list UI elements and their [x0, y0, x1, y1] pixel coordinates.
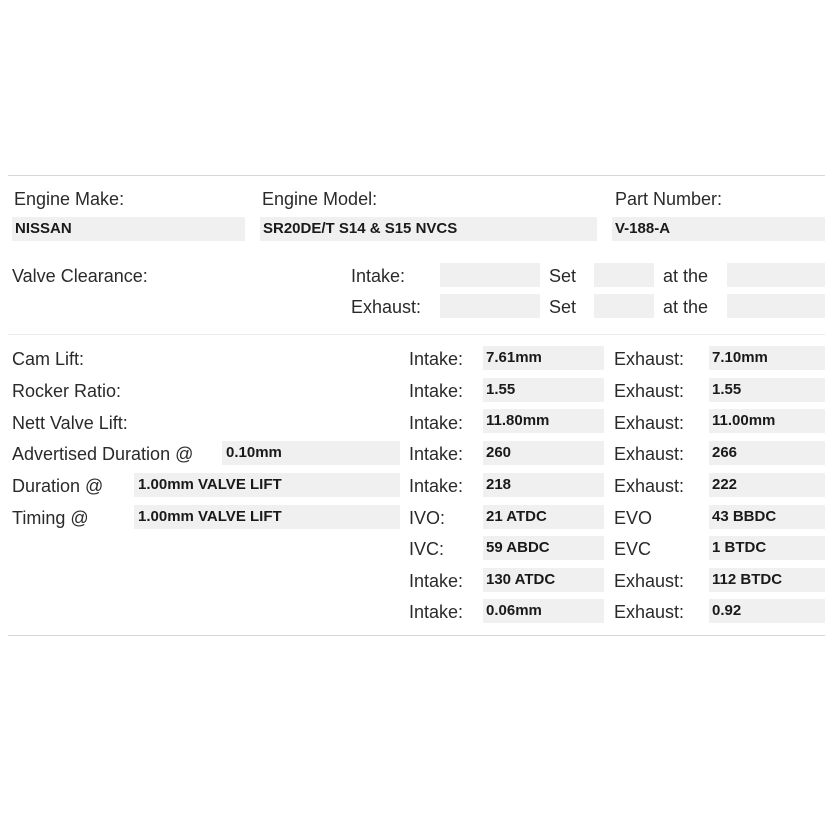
advertised-duration-exhaust-value: 266 [712, 444, 738, 461]
bottom-rule [8, 635, 825, 636]
vc-intake-label: Intake: [351, 266, 406, 286]
lobe-centre-exhaust-value: 112 BTDC [712, 571, 783, 588]
nett-valve-lift-intake-label: Intake: [409, 413, 464, 433]
vc-exhaust-field [440, 294, 540, 318]
cam-lift-exhaust-label: Exhaust: [614, 349, 685, 369]
tdc-lift-exhaust-label: Exhaust: [614, 602, 685, 622]
vc-intake-at-the-label: at the [663, 266, 709, 286]
part-number-value: V-188-A [615, 220, 671, 237]
tdc-lift-intake-value: 0.06mm [486, 602, 542, 619]
advertised-duration-intake-value: 260 [486, 444, 512, 461]
ivo-label: IVO: [409, 508, 446, 528]
engine-make-label: Engine Make: [14, 189, 125, 209]
ivo-value: 21 ATDC [486, 508, 547, 525]
rocker-ratio-exhaust-value: 1.55 [712, 381, 742, 398]
advertised-duration-intake-label: Intake: [409, 444, 464, 464]
duration-exhaust-label: Exhaust: [614, 476, 685, 496]
valve-clearance-label: Valve Clearance: [12, 266, 148, 286]
top-rule [8, 175, 825, 176]
vc-exhaust-set-field [594, 294, 654, 318]
duration-exhaust-value: 222 [712, 476, 738, 493]
rocker-ratio-label: Rocker Ratio: [12, 381, 122, 401]
vc-exhaust-at-the-label: at the [663, 297, 709, 317]
duration-intake-label: Intake: [409, 476, 464, 496]
advertised-duration-at-value: 0.10mm [226, 444, 282, 461]
evc-label: EVC [614, 539, 652, 559]
vc-intake-set-label: Set [549, 266, 577, 286]
duration-label: Duration @ [12, 476, 104, 496]
engine-model-value: SR20DE/T S14 & S15 NVCS [263, 220, 458, 237]
vc-exhaust-label: Exhaust: [351, 297, 422, 317]
evo-value: 43 BBDC [712, 508, 777, 525]
cam-lift-label: Cam Lift: [12, 349, 85, 369]
vc-intake-set-field [594, 263, 654, 287]
vc-intake-field [440, 263, 540, 287]
duration-at-value: 1.00mm VALVE LIFT [138, 476, 282, 493]
nett-valve-lift-exhaust-label: Exhaust: [614, 413, 685, 433]
engine-model-label: Engine Model: [262, 189, 378, 209]
rocker-ratio-intake-value: 1.55 [486, 381, 516, 398]
lobe-centre-intake-value: 130 ATDC [486, 571, 556, 588]
vc-exhaust-at-the-field [727, 294, 825, 318]
evc-value: 1 BTDC [712, 539, 767, 556]
lobe-centre-exhaust-label: Exhaust: [614, 571, 685, 591]
vc-intake-at-the-field [727, 263, 825, 287]
rocker-ratio-intake-label: Intake: [409, 381, 464, 401]
section-divider [8, 334, 825, 335]
tdc-lift-intake-label: Intake: [409, 602, 464, 622]
advertised-duration-label: Advertised Duration @ [12, 444, 194, 464]
lobe-centre-intake-label: Intake: [409, 571, 464, 591]
cam-lift-intake-label: Intake: [409, 349, 464, 369]
timing-at-value: 1.00mm VALVE LIFT [138, 508, 282, 525]
engine-make-value: NISSAN [15, 220, 72, 237]
duration-intake-value: 218 [486, 476, 512, 493]
timing-label: Timing @ [12, 508, 89, 528]
nett-valve-lift-intake-value: 11.80mm [486, 412, 550, 429]
ivc-value: 59 ABDC [486, 539, 550, 556]
cam-lift-intake-value: 7.61mm [486, 349, 542, 366]
advertised-duration-exhaust-label: Exhaust: [614, 444, 685, 464]
nett-valve-lift-exhaust-value: 11.00mm [712, 412, 776, 429]
ivc-label: IVC: [409, 539, 445, 559]
part-number-label: Part Number: [615, 189, 723, 209]
evo-label: EVO [614, 508, 653, 528]
tdc-lift-exhaust-value: 0.92 [712, 602, 742, 619]
rocker-ratio-exhaust-label: Exhaust: [614, 381, 685, 401]
nett-valve-lift-label: Nett Valve Lift: [12, 413, 128, 433]
vc-exhaust-set-label: Set [549, 297, 577, 317]
cam-lift-exhaust-value: 7.10mm [712, 349, 768, 366]
